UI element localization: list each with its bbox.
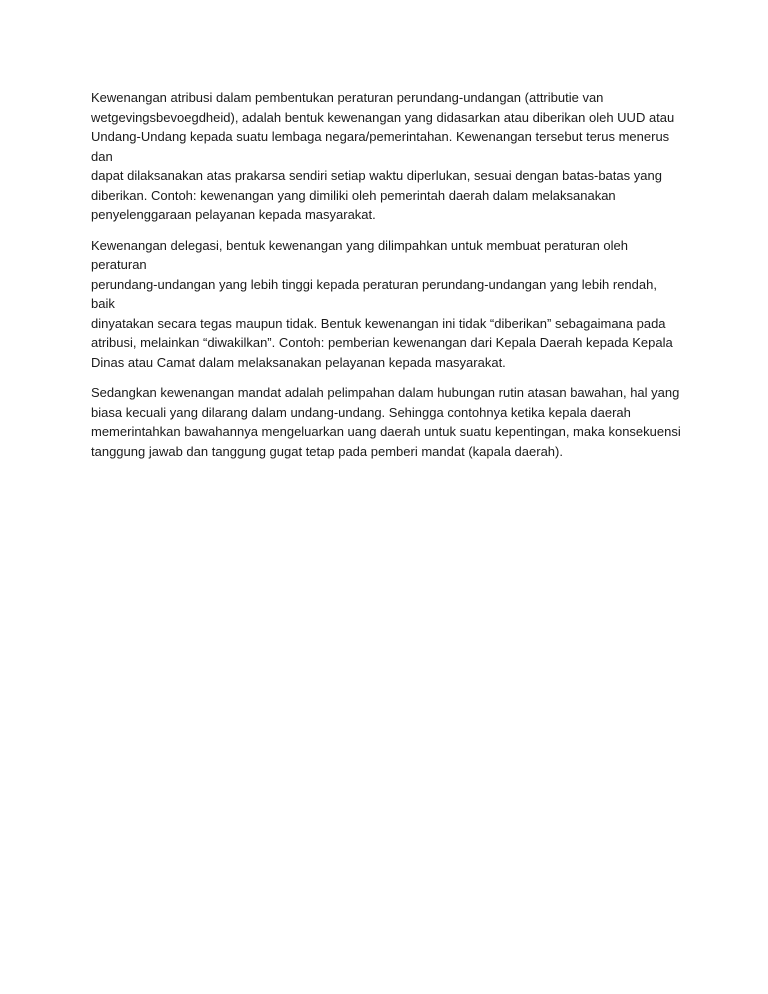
paragraph-mandat: Sedangkan kewenangan mandat adalah pelimpahan dalam hubungan rutin atasan bawahan, hal yang biasa kecuali yang dilarang dalam undang-undang. Sehingga contohnya ketika kepala daerah memerintahkan bawahannya mengeluarkan uang daerah untuk suatu kepentingan, maka konsekuensi tanggung jawab dan tanggung gugat tetap pada pemberi mandat (kapala daerah). xyxy=(91,385,681,459)
paragraph-atribusi: Kewenangan atribusi dalam pembentukan peraturan perundang-undangan (attributie van wetgevingsbevoegdheid), adalah bentuk kewenangan yang didasarkan atau diberikan oleh UUD atau Undang-Undang kepada suatu lembaga negara/pemerintahan. Kewenangan tersebut terus menerus dan dapat dilaksanakan atas prakarsa sendiri setiap waktu diperlukan, sesuai dengan batas-batas yang diberikan. Contoh: kewenangan yang dimiliki oleh pemerintah daerah dalam melaksanakan penyelenggaraan pelayanan kepada masyarakat. xyxy=(91,90,675,222)
paragraph-delegasi: Kewenangan delegasi, bentuk kewenangan yang dilimpahkan untuk membuat peraturan oleh peraturan perundang-undangan yang lebih tinggi kepada peraturan perundang-undangan yang lebih rendah, baik dinyatakan secara tegas maupun tidak. Bentuk kewenangan ini tidak “diberikan” sebagaimana pada atribusi, melainkan “diwakilkan”. Contoh: pemberian kewenangan dari Kepala Daerah kepada Kepala Dinas atau Camat dalam melaksanakan pelayanan kepada masyarakat. xyxy=(91,237,673,370)
document-body xyxy=(91,88,681,472)
